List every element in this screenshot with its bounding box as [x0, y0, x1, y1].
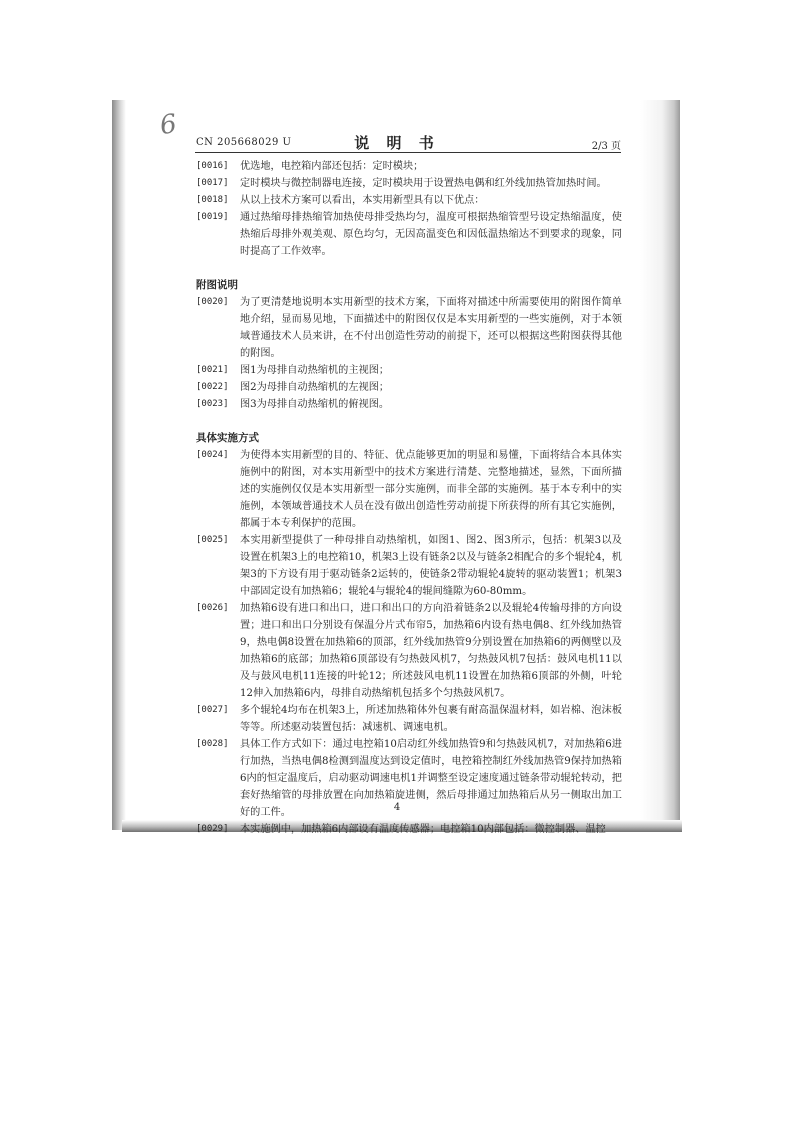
- paragraph-text: 本实施例中，加热箱6内部设有温度传感器；电控箱10内部包括：微控制器、温控: [240, 824, 606, 835]
- paragraph-text: 图2为母排自动热缩机的左视图；: [240, 382, 390, 393]
- paragraph-text: 通过热缩母排热缩管加热使母排受热均匀，温度可根据热缩管型号设定热缩温度，使热缩后母排外观美观、原色均匀，无因高温变色和因低温热缩达不到要求的现象，同时提高了工作效率。: [240, 212, 622, 257]
- paragraph: [196, 447, 622, 532]
- scan-shadow-right: [640, 100, 680, 830]
- paragraph-text: 加热箱6设有进口和出口，进口和出口的方向沿着链条2以及辊轮4传输母排的方向设置；进口和出口分别设有保温分片式布帘5，加热箱6内设有热电偶8、红外线加热管9，热电偶8设置在加热箱6的顶部，红外线加热管9分别设置在加热箱6的两侧壁以及加热箱6的底部；加热箱6顶部设有匀热鼓风机7，匀热鼓风机7包括：鼓风电机11以及与鼓风电机11连接的叶轮12；所述鼓风电机11设置在加热箱6顶部的外侧，叶轮12伸入加热箱6内，母排自动热缩机包括多个匀热鼓风机7。: [240, 603, 622, 699]
- paragraph-number: [0024]: [196, 450, 229, 460]
- paragraph-number: [0029]: [196, 824, 229, 834]
- paragraph: [196, 294, 622, 362]
- document-body: [196, 158, 622, 838]
- paragraph-number: [0023]: [196, 399, 229, 409]
- paragraph-number: [0016]: [196, 161, 229, 171]
- page-number: 4: [393, 802, 401, 813]
- paragraph-text: 图1为母排自动热缩机的主视图；: [240, 365, 390, 376]
- paragraph-group-figures: [196, 294, 622, 413]
- paragraph-text: 优选地，电控箱内部还包括：定时模块；: [240, 161, 424, 172]
- paragraph: [196, 702, 622, 736]
- paragraph-number: [0025]: [196, 535, 229, 545]
- paragraph-number: [0026]: [196, 603, 229, 613]
- scan-shadow-left: [112, 100, 126, 830]
- paragraph-group-embodiment: [196, 447, 622, 838]
- paragraph: [196, 192, 622, 209]
- paragraph: [196, 175, 622, 192]
- paragraph-number: [0027]: [196, 705, 229, 715]
- paragraph-number: [0018]: [196, 195, 229, 205]
- paragraph-text: 为使得本实用新型的目的、特征、优点能够更加的明显和易懂，下面将结合本具体实施例中的附图，对本实用新型中的技术方案进行清楚、完整地描述，显然，下面所描述的实施例仅仅是本实用新型一部分实施例，而非全部的实施例。基于本专利中的实施例，本领域普通技术人员在没有做出创造性劳动前提下所获得的所有其它实施例，都属于本专利保护的范围。: [240, 450, 622, 529]
- section-heading-figures: 附图说明: [196, 279, 238, 291]
- patent-number: CN 205668029 U: [196, 137, 292, 148]
- paragraph: [196, 379, 622, 396]
- paragraph-number: [0022]: [196, 382, 229, 392]
- paragraph-number: [0028]: [196, 739, 229, 749]
- handwritten-page-mark: 6: [157, 108, 179, 142]
- paragraph-number: [0020]: [196, 297, 229, 307]
- paragraph-number: [0021]: [196, 365, 229, 375]
- paragraph-number: [0019]: [196, 212, 229, 222]
- paragraph-text: 为了更清楚地说明本实用新型的技术方案，下面将对描述中所需要使用的附图作简单地介绍，显而易见地，下面描述中的附图仅仅是本实用新型的一些实施例，对于本领域普通技术人员来讲，在不付出创造性劳动的前提下，还可以根据这些附图获得其他的附图。: [240, 297, 622, 359]
- paragraph: [196, 396, 622, 413]
- paragraph-text: 从以上技术方案可以看出，本实用新型具有以下优点：: [240, 195, 485, 206]
- document-title: 说 明 书: [354, 134, 440, 152]
- paragraph: [196, 532, 622, 600]
- page-count: 2/3 页: [591, 141, 621, 152]
- paragraph: [196, 362, 622, 379]
- paragraph-text: 本实用新型提供了一种母排自动热缩机，如图1、图2、图3所示，包括：机架3以及设置在机架3上的电控箱10，机架3上设有链条2以及与链条2相配合的多个辊轮4，机架3的下方设有用于驱动链条2运转的，使链条2带动辊轮4旋转的驱动装置1；机架3中部固定设有加热箱6；辊轮4与辊轮4的辊间缝隙为60-80mm。: [240, 535, 622, 597]
- paragraph-group-intro: [196, 158, 622, 260]
- paragraph-text: 定时模块与微控制器电连接，定时模块用于设置热电偶和红外线加热管加热时间。: [240, 178, 607, 189]
- paragraph-text: 图3为母排自动热缩机的俯视图。: [240, 399, 390, 410]
- header-divider: [195, 152, 621, 153]
- section-heading-embodiment: 具体实施方式: [196, 432, 259, 444]
- paragraph: [196, 600, 622, 702]
- paragraph-text: 多个辊轮4均布在机架3上，所述加热箱体外包裹有耐高温保温材料，如岩棉、泡沫板等等。所述驱动装置包括：减速机、调速电机。: [240, 705, 622, 733]
- paragraph-number: [0017]: [196, 178, 229, 188]
- paragraph: [196, 209, 622, 260]
- paragraph: [196, 821, 622, 838]
- paragraph-text: 具体工作方式如下：通过电控箱10启动红外线加热管9和匀热鼓风机7，对加热箱6进行加热，当热电偶8检测到温度达到设定值时，电控箱控制红外线加热管9保持加热箱6内的恒定温度后，启动驱动调速电机1并调整至设定速度通过链条带动辊轮转动，把套好热缩管的母排放置在向加热箱旋进侧，然后母排通过加热箱后从另一侧取出加工好的工件。: [240, 739, 622, 818]
- paragraph: [196, 158, 622, 175]
